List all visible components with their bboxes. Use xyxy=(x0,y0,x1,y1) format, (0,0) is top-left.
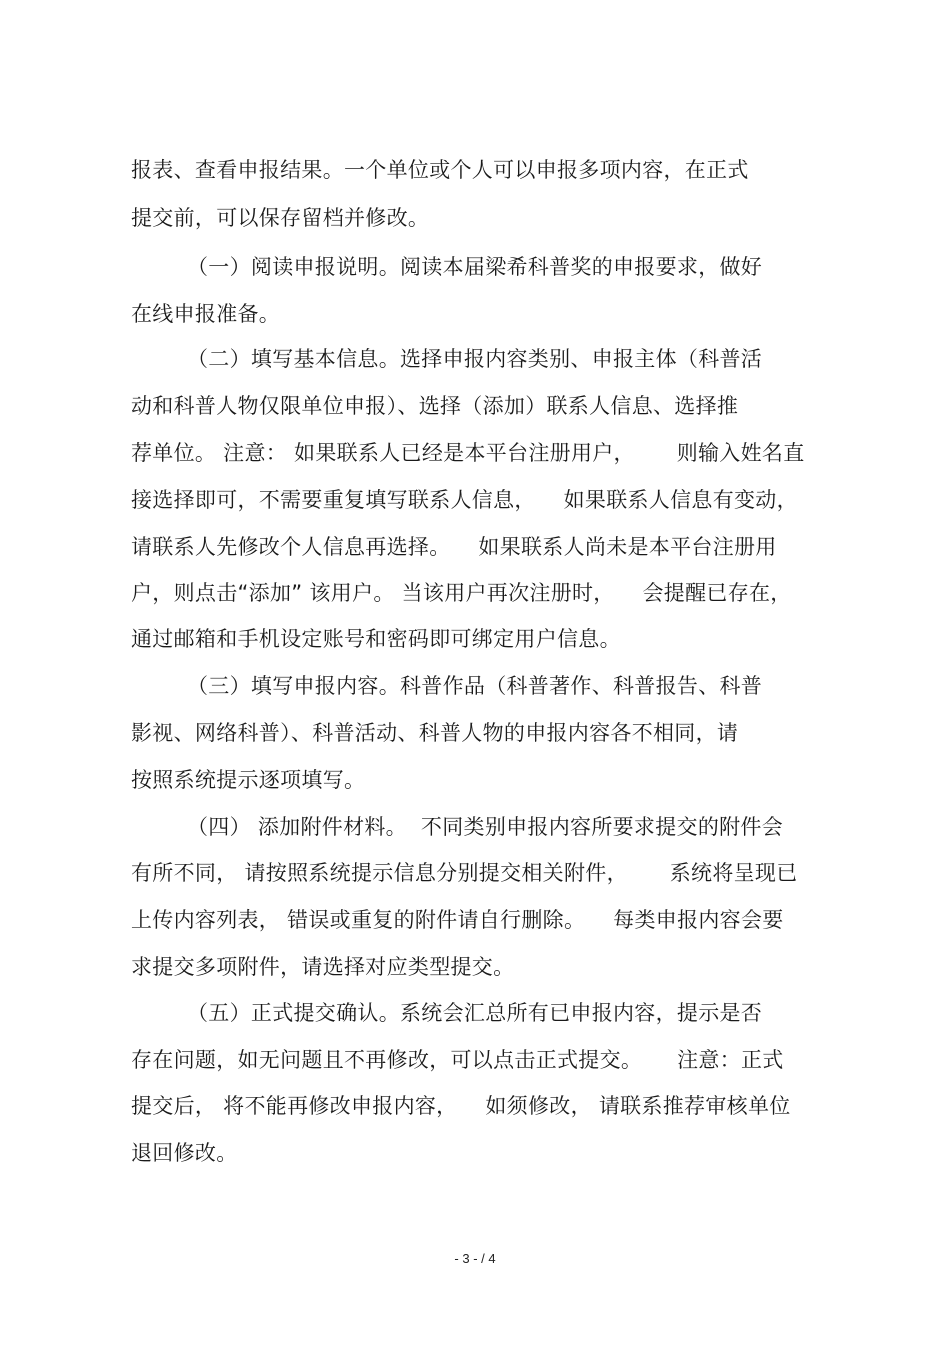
text-line: 在线申报准备。 xyxy=(131,302,281,326)
text-line: 荐单位。 注意： 如果联系人已经是本平台注册用户， 则输入姓名直 xyxy=(131,441,805,465)
text-line: 户，则点击“添加” 该用户。 当该用户再次注册时， 会提醒已存在， xyxy=(131,581,792,605)
text-line: 求提交多项附件，请选择对应类型提交。 xyxy=(131,955,515,979)
text-line: 退回修改。 xyxy=(131,1141,238,1165)
page-number: - 3 - / 4 xyxy=(454,1251,496,1266)
text-line: 上传内容列表， 错误或重复的附件请自行删除。 每类申报内容会要 xyxy=(131,908,784,932)
text-line: 提交前，可以保存留档并修改。 xyxy=(131,206,430,230)
text-line: 报表、查看申报结果。一个单位或个人可以申报多项内容，在正式 xyxy=(131,158,749,182)
paragraph-1-start: （一）阅读申报说明。阅读本届梁希科普奖的申报要求，做好 xyxy=(187,255,763,279)
text-line: 通过邮箱和手机设定账号和密码即可绑定用户信息。 xyxy=(131,627,621,651)
text-line: 动和科普人物仅限单位申报）、选择（添加）联系人信息、选择推 xyxy=(131,394,739,418)
paragraph-5-start: （五）正式提交确认。系统会汇总所有已申报内容，提示是否 xyxy=(187,1001,763,1025)
paragraph-4-start: （四） 添加附件材料。 不同类别申报内容所要求提交的附件会 xyxy=(187,815,784,839)
text-line: 影视、网络科普）、科普活动、科普人物的申报内容各不相同，请 xyxy=(131,721,739,745)
text-line: 请联系人先修改个人信息再选择。 如果联系人尚未是本平台注册用 xyxy=(131,535,777,559)
paragraph-2-start: （二）填写基本信息。选择申报内容类别、申报主体（科普活 xyxy=(187,347,763,371)
text-line: 接选择即可，不需要重复填写联系人信息， 如果联系人信息有变动， xyxy=(131,488,798,512)
text-line: 有所不同， 请按照系统提示信息分别提交相关附件， 系统将呈现已 xyxy=(131,861,798,885)
text-line: 存在问题，如无问题且不再修改，可以点击正式提交。 注意：正式 xyxy=(131,1048,784,1072)
text-line: 按照系统提示逐项填写。 xyxy=(131,768,366,792)
paragraph-3-start: （三）填写申报内容。科普作品（科普著作、科普报告、科普 xyxy=(187,674,763,698)
text-line: 提交后， 将不能再修改申报内容， 如须修改， 请联系推荐审核单位 xyxy=(131,1094,791,1118)
